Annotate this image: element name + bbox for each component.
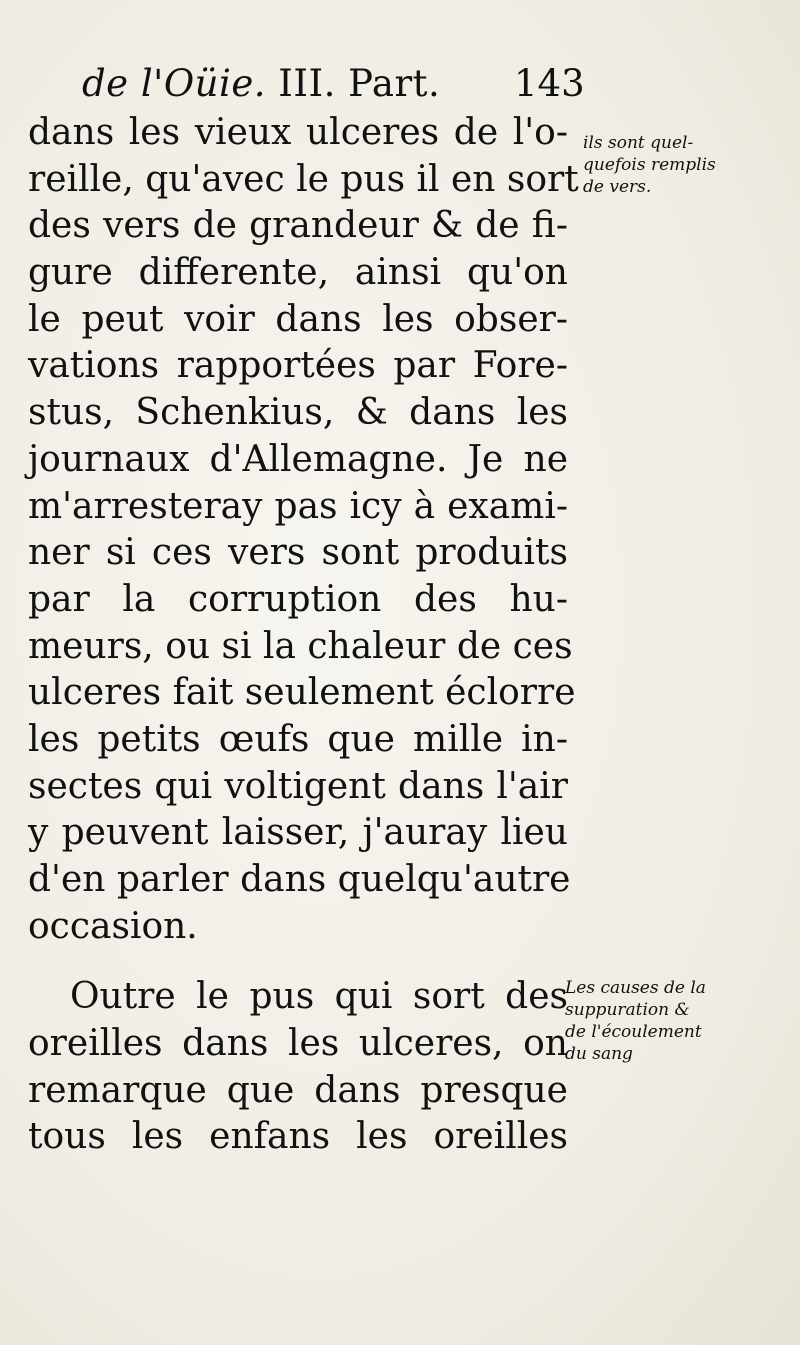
text-line: vations rapportées par Fore-: [28, 345, 568, 387]
running-head-roman: III. Part.: [266, 62, 441, 105]
paragraph-gap: [28, 950, 568, 974]
text-line: ulceres fait seulement éclorre: [28, 672, 576, 714]
bleed-through-texture: [575, 880, 715, 960]
margin-note-line: suppuration &: [565, 1000, 690, 1020]
margin-note-causes: [565, 977, 706, 1065]
text-line: sectes qui voltigent dans l'air: [28, 765, 568, 807]
body-text: [28, 110, 579, 1161]
margin-note-line: quefois remplis: [583, 155, 716, 175]
text-line: m'arresteray pas icy à exami-: [28, 485, 568, 527]
text-line: reille, qu'avec le pus il en sort: [28, 158, 579, 200]
margin-note-line: ils sont quel-: [583, 133, 694, 153]
text-line: d'en parler dans quelqu'autre: [28, 859, 571, 900]
text-line: y peuvent laisser, j'auray lieu: [28, 812, 568, 854]
margin-note-worms: [583, 132, 716, 198]
page-number: 143: [514, 62, 585, 105]
text-line: occasion.: [28, 905, 198, 947]
margin-note-line: du sang: [565, 1044, 633, 1064]
text-line: Outre le pus qui sort des: [70, 976, 568, 1018]
text-line: des vers de grandeur & de fi-: [28, 205, 568, 247]
page-header: [82, 62, 585, 112]
text-line: par la corruption des hu-: [28, 578, 568, 620]
text-line: journaux d'Allemagne. Je ne: [28, 438, 568, 480]
text-line: tous les enfans les oreilles: [28, 1116, 568, 1158]
text-line: dans les vieux ulceres de l'o-: [28, 112, 568, 153]
margin-note-line: de l'écoulement: [565, 1022, 702, 1042]
margin-note-line: de vers.: [583, 177, 652, 197]
text-line: stus, Schenkius, & dans les: [28, 392, 568, 434]
running-head: [82, 62, 440, 105]
text-line: oreilles dans les ulceres, on: [28, 1023, 568, 1065]
text-line: meurs, ou si la chaleur de ces: [28, 625, 573, 667]
text-line: ner si ces vers sont produits: [28, 532, 568, 574]
text-line: les petits œufs que mille in-: [28, 718, 568, 760]
margin-note-line: Les causes de la: [565, 978, 706, 998]
running-head-italic: de l'Oüie.: [82, 62, 267, 105]
text-line: le peut voir dans les obser-: [28, 298, 568, 340]
text-line: gure differente, ainsi qu'on: [28, 252, 568, 294]
text-line: remarque que dans presque: [28, 1069, 568, 1111]
